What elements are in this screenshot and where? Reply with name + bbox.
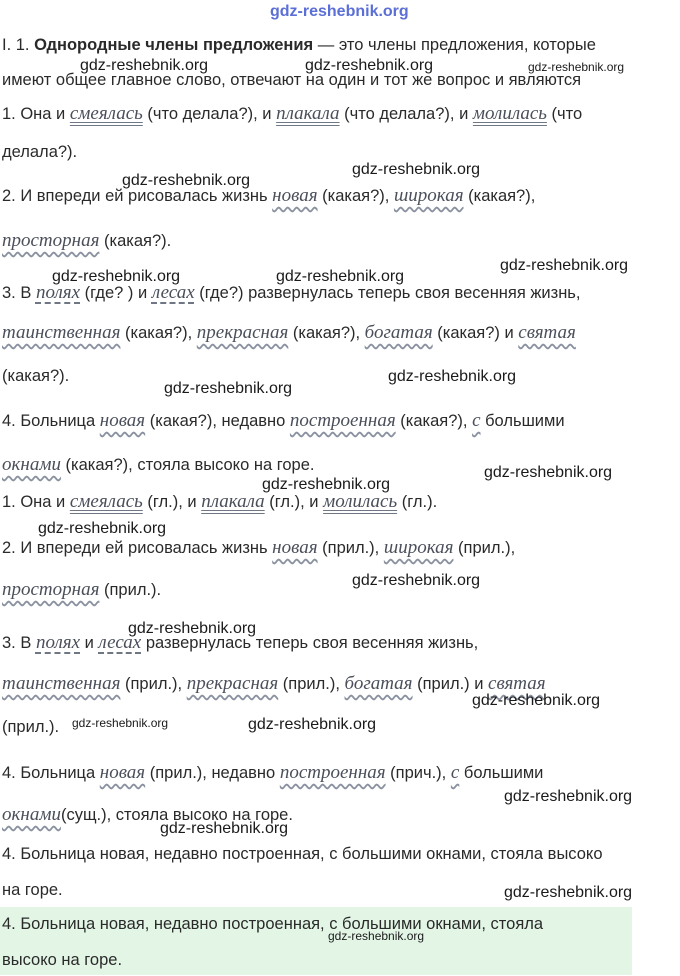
- p1-s2-line-2: [2, 231, 171, 251]
- attribute-word: таинственная: [2, 322, 121, 343]
- p2-s2-line-2: [2, 580, 161, 600]
- text: (прил.).: [99, 581, 162, 599]
- text: 2. И впереди ей рисовалась жизнь: [2, 187, 273, 205]
- p1-s4-line-1: [2, 411, 565, 431]
- attribute-word: построенная: [289, 410, 396, 431]
- attribute-word: таинственная: [2, 673, 121, 694]
- text: (какая?), недавно: [145, 412, 290, 430]
- text: (прил.) и: [412, 675, 489, 693]
- intro-text: — это члены предложения, которые: [313, 36, 596, 54]
- text: (что: [546, 105, 583, 123]
- watermark: gdz-reshebnik.org: [472, 692, 601, 709]
- adverbial-word: полях: [35, 632, 81, 653]
- p2-s4-line-1: [2, 763, 543, 783]
- watermark: gdz-reshebnik.org: [504, 788, 633, 805]
- adverbial-word: лесах: [98, 632, 142, 653]
- watermark: gdz-reshebnik.org: [248, 716, 377, 733]
- p2-s3-line-3: (прил.).: [2, 718, 60, 736]
- text: (прил.),: [453, 539, 516, 557]
- watermark: gdz-reshebnik.org: [388, 368, 517, 385]
- p1-s3-line-1: [2, 283, 581, 303]
- text: (где?) развернулась теперь своя весенняя жизнь,: [194, 284, 581, 302]
- watermark: gdz-reshebnik.org: [128, 620, 257, 637]
- watermark: gdz-reshebnik.org: [160, 820, 289, 837]
- text: 3. В: [2, 284, 36, 302]
- attribute-word: с: [450, 762, 460, 783]
- text: (гл.), и: [142, 493, 202, 511]
- intro-term: Однородные члены предложения: [34, 36, 314, 54]
- attribute-word: богатая: [364, 322, 433, 343]
- attribute-word: прекрасная: [186, 673, 279, 694]
- attribute-word: святая: [518, 322, 576, 343]
- text: (какая?),: [395, 412, 473, 430]
- attribute-word: широкая: [393, 185, 464, 206]
- attribute-word: построенная: [279, 762, 386, 783]
- p1-s4-line-2: [2, 455, 315, 475]
- predicate-word: молилась: [472, 103, 547, 124]
- p1-s1-line-1: [2, 104, 582, 124]
- text: 1. Она и: [2, 493, 70, 511]
- watermark: gdz-reshebnik.org: [352, 161, 481, 178]
- attribute-word: новая: [99, 410, 146, 431]
- highlighted-answer-line-2: высоко на горе.: [2, 951, 123, 969]
- p1-s2-line-1: [2, 186, 535, 206]
- text: (прич.),: [385, 764, 451, 782]
- watermark: gdz-reshebnik.org: [528, 60, 625, 74]
- attribute-word: новая: [272, 185, 318, 206]
- attribute-word: новая: [272, 537, 318, 558]
- watermark-top: gdz-reshebnik.org: [270, 3, 409, 20]
- watermark: gdz-reshebnik.org: [122, 172, 251, 189]
- watermark: gdz-reshebnik.org: [305, 57, 434, 74]
- attribute-word: новая: [99, 762, 146, 783]
- text: 1. Она и: [2, 105, 70, 123]
- text: (какая?) и: [432, 324, 519, 342]
- p2-s3-line-2: [2, 674, 546, 694]
- text: (какая?).: [99, 232, 172, 250]
- text: (гл.).: [397, 493, 438, 511]
- text: 4. Больница: [2, 412, 100, 430]
- watermark: gdz-reshebnik.org: [38, 520, 167, 537]
- text: 3. В: [2, 634, 36, 652]
- attribute-word: окнами: [2, 454, 61, 475]
- text: (какая?),: [120, 324, 197, 342]
- text: (какая?), стояла высоко на горе.: [60, 456, 315, 474]
- predicate-word: смеялась: [69, 491, 143, 512]
- p2-s2-line-1: [2, 538, 515, 558]
- attribute-word: с: [472, 410, 481, 431]
- watermark: gdz-reshebnik.org: [164, 380, 293, 397]
- predicate-word: молилась: [323, 491, 398, 512]
- adverbial-word: лесах: [151, 282, 195, 303]
- watermark: gdz-reshebnik.org: [484, 464, 613, 481]
- text: 2. И впереди ей рисовалась жизнь: [2, 539, 273, 557]
- text: (прил.),: [120, 675, 187, 693]
- text: (прил.), недавно: [145, 764, 280, 782]
- attribute-word: богатая: [344, 673, 413, 694]
- predicate-word: плакала: [201, 491, 265, 512]
- answer-line-2: на горе.: [2, 881, 63, 899]
- text: (какая?),: [463, 187, 536, 205]
- watermark: gdz-reshebnik.org: [276, 268, 405, 285]
- attribute-word: просторная: [2, 579, 100, 600]
- text: большими: [480, 412, 565, 430]
- text: (что делала?), и: [339, 105, 473, 123]
- watermark: gdz-reshebnik.org: [352, 572, 481, 589]
- attribute-word: прекрасная: [196, 322, 289, 343]
- attribute-word: просторная: [2, 230, 100, 251]
- text: (какая?),: [288, 324, 365, 342]
- text: (сущ.), стояла высоко на горе.: [60, 806, 293, 824]
- watermark: gdz-reshebnik.org: [262, 476, 391, 493]
- watermark: gdz-reshebnik.org: [328, 929, 425, 943]
- watermark: gdz-reshebnik.org: [500, 257, 629, 274]
- p1-s1-line-2: делала?).: [2, 143, 78, 161]
- text: 4. Больница: [2, 764, 100, 782]
- watermark: gdz-reshebnik.org: [52, 268, 181, 285]
- text: развернулась теперь своя весенняя жизнь,: [141, 634, 479, 652]
- text: большими: [459, 764, 544, 782]
- intro-line-2: имеют общее главное слово, отвечают на один и тот же вопрос и являются: [2, 71, 582, 89]
- predicate-word: смеялась: [69, 103, 143, 124]
- adverbial-word: полях: [35, 282, 81, 303]
- p2-s1-line-1: [2, 492, 437, 512]
- answer-line-1: 4. Больница новая, недавно построенная, с большими окнами, стояла высоко: [2, 845, 603, 863]
- predicate-word: плакала: [276, 103, 340, 124]
- attribute-word: святая: [488, 673, 546, 694]
- text: (что делала?), и: [142, 105, 277, 123]
- text: (где? ) и: [80, 284, 152, 302]
- p1-s3-line-2: [2, 323, 576, 343]
- text: (гл.), и: [264, 493, 324, 511]
- text: и: [80, 634, 99, 652]
- attribute-word: окнами: [2, 804, 61, 825]
- watermark: gdz-reshebnik.org: [80, 57, 209, 74]
- attribute-word: широкая: [383, 537, 454, 558]
- text: (прил.),: [278, 675, 345, 693]
- watermark: gdz-reshebnik.org: [72, 716, 169, 730]
- intro-number: I. 1.: [2, 36, 30, 54]
- watermark: gdz-reshebnik.org: [504, 884, 633, 901]
- intro-line-1: [2, 35, 596, 55]
- p1-s3-line-3: (какая?).: [2, 367, 70, 385]
- text: (какая?),: [317, 187, 394, 205]
- text: (прил.),: [317, 539, 384, 557]
- highlighted-answer-line-1: 4. Больница новая, недавно построенная, с большими окнами, стояла: [2, 915, 544, 933]
